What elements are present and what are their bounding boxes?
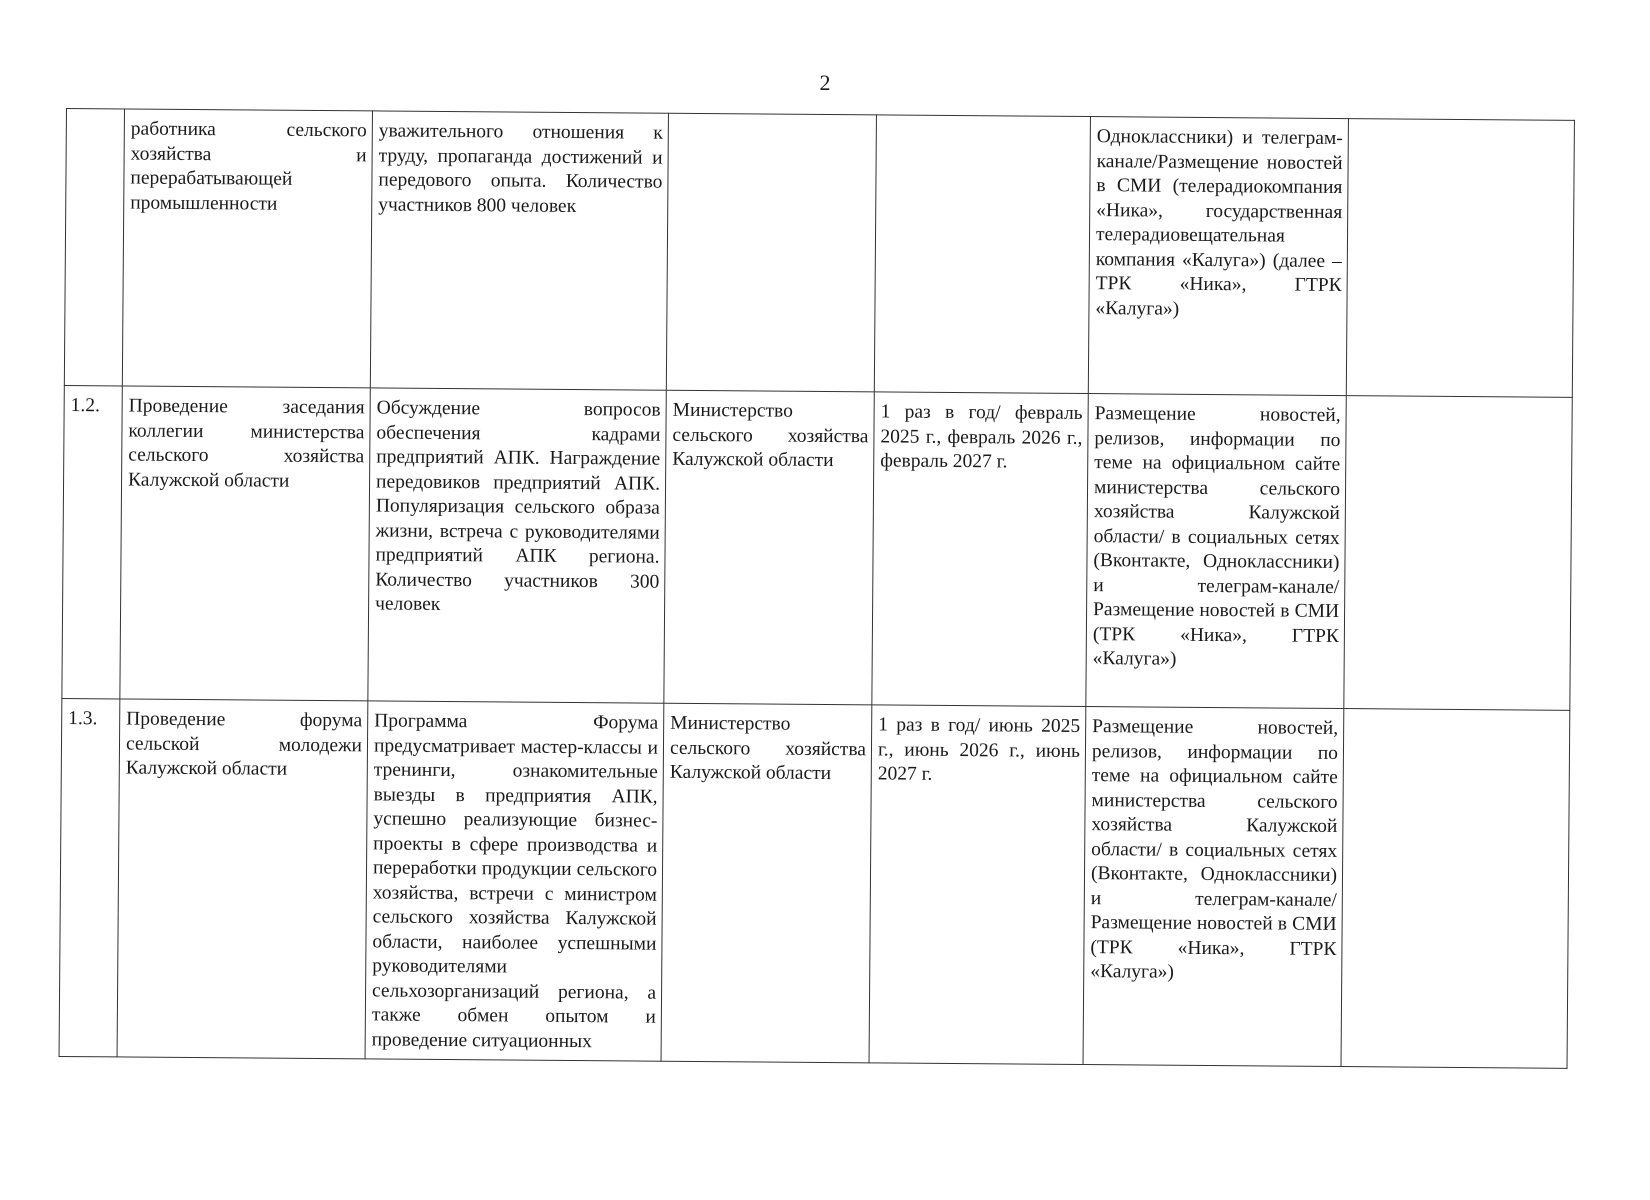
- coverage-cell: Размещение новостей, релизов, информации по теме на официальном сайте министерства сельского хозяйства Калужской области/ в социальных сетях (Вконтакте, Одноклассники) и телеграм-канале/Размещение новостей в СМИ (ТРК «Ника», ГТРК «Калуга»): [1086, 394, 1346, 709]
- table-row: [59, 698, 1570, 1068]
- row-number-cell: 1.3.: [59, 698, 120, 1056]
- coverage-cell: Одноклассники) и телеграм-канале/Размещение новостей в СМИ (телерадиокомпания «Ника», государственная телерадиовещательная компания «Калуга») (далее – ТРК «Ника», ГТРК «Калуга»): [1088, 117, 1348, 396]
- row-number-cell: [64, 109, 124, 386]
- table-row: [64, 109, 1574, 398]
- coverage-cell: Размещение новостей, релизов, информации по теме на официальном сайте министерства сельского хозяйства Калужской области/ в социальных сетях (Вконтакте, Одноклассники) и телеграм-канале/Размещение новостей в СМИ (ТРК «Ника», ГТРК «Калуга»): [1083, 707, 1344, 1067]
- responsible-cell: Министерство сельского хозяйства Калужской области: [661, 703, 872, 1063]
- events-plan-table: [59, 108, 1575, 1069]
- note-cell: [1341, 709, 1570, 1069]
- event-description-cell: уважительного отношения к труду, пропаганда достижений и передового опыта. Количество участников 800 человек: [370, 111, 668, 390]
- event-name-cell: Проведение форума сельской молодежи Калужской области: [117, 699, 368, 1059]
- note-cell: [1346, 119, 1574, 398]
- event-name-cell: работника сельского хозяйства и перерабатывающей промышленности: [122, 109, 372, 388]
- period-cell: 1 раз в год/ февраль 2025 г., февраль 2026 г., февраль 2027 г.: [872, 392, 1088, 707]
- event-name-cell: Проведение заседания коллегии министерства сельского хозяйства Калужской области: [120, 386, 370, 701]
- event-description-cell: Обсуждение вопросов обеспечения кадрами предприятий АПК. Награждение передовиков предприятий АПК. Популяризация сельского образа жизни, встреча с руководителями предприятий АПК региона. Количество участников 300 человек: [368, 388, 666, 703]
- row-number-cell: 1.2.: [62, 385, 122, 698]
- page-number: 2: [819, 70, 831, 95]
- responsible-cell: [666, 113, 876, 392]
- event-description-cell: Программа Форума предусматривает мастер-классы и тренинги, ознакомительные выезды в предприятия АПК, успешно реализующие бизнес-проекты в сфере производства и переработки продукции сельского хозяйства, встречи с министром сельского хозяйства Калужской области, наиболее успешными руководителями сельхозорганизаций региона, а также обмен опытом и проведение ситуационных: [365, 701, 664, 1061]
- note-cell: [1344, 396, 1572, 711]
- responsible-cell: Министерство сельского хозяйства Калужской области: [664, 390, 874, 705]
- table-row: [62, 385, 1572, 710]
- period-cell: [874, 115, 1090, 394]
- period-cell: 1 раз в год/ июнь 2025 г., июнь 2026 г., июнь 2027 г.: [869, 705, 1086, 1065]
